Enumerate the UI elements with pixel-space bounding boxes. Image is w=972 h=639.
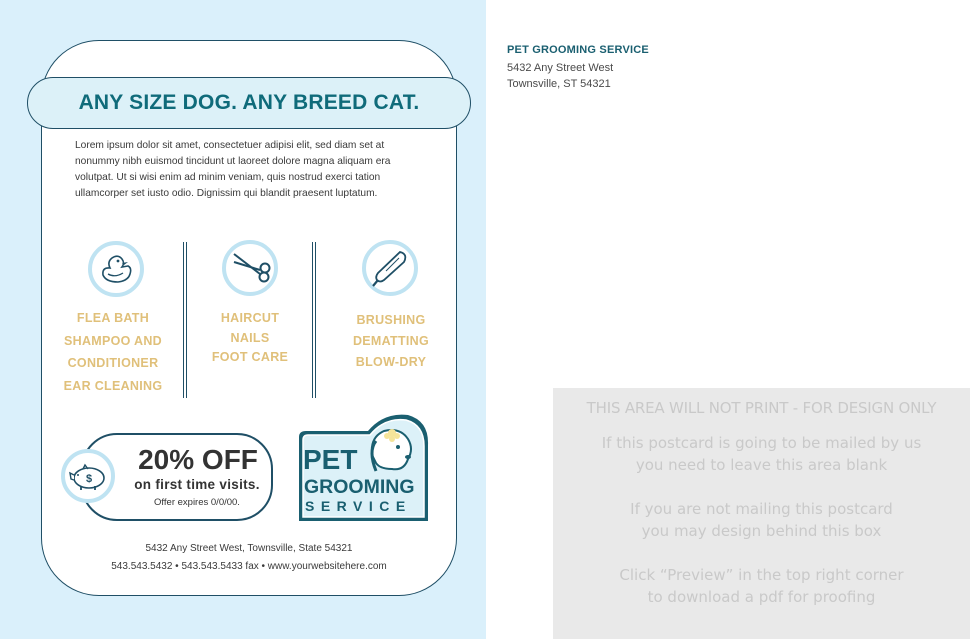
service-item: FOOT CARE — [211, 350, 289, 364]
no-print-text: you need to leave this area blank — [635, 456, 888, 474]
service-item: BLOW-DRY — [355, 355, 427, 369]
service-item: SHAMPOO AND — [64, 333, 162, 348]
no-print-text: If you are not mailing this postcard — [630, 500, 893, 518]
scissors-icon — [222, 240, 278, 296]
headline-text: ANY SIZE DOG. ANY BREED CAT. — [78, 91, 420, 114]
service-list-brushing — [330, 310, 452, 373]
sender-name: PET GROOMING SERVICE — [507, 44, 649, 56]
service-item: BRUSHING — [356, 313, 426, 327]
promo-expiry: Offer expires 0/0/00. — [154, 497, 240, 508]
logo-line-service: SERVICE — [305, 498, 412, 514]
logo-line-pet: PET — [303, 444, 358, 475]
pet-grooming-logo — [296, 411, 430, 523]
divider-line — [312, 242, 316, 398]
sender-city: Townsville, ST 54321 — [507, 78, 611, 90]
intro-paragraph: Lorem ipsum dolor sit amet, consectetuer adipisi elit, sed diam set at nonummy nibh euismod tincidunt ut laoreet dolore magna aliquam era volutpat. Ut si wisi enim ad minim veniam, quis nostrud exerci tation ullamcorper set iusto odio. Dignissim qui blandit praesent luptatum. — [75, 140, 391, 199]
footer-contact: 543.543.5432 • 543.543.5433 fax • www.yourwebsitehere.com — [111, 561, 387, 572]
logo-line-grooming: GROOMING — [304, 476, 415, 498]
no-print-text: Click “Preview” in the top right corner — [619, 566, 904, 584]
service-list-bath — [50, 307, 176, 397]
piggy-bank-icon — [61, 449, 115, 503]
sender-street: 5432 Any Street West — [507, 62, 614, 74]
no-print-zone — [553, 388, 970, 639]
service-item: CONDITIONER — [67, 356, 159, 370]
service-item: HAIRCUT — [220, 311, 280, 325]
headline-banner — [27, 77, 471, 129]
service-item: FLEA BATH — [76, 311, 150, 325]
promo-subtitle: on first time visits. — [134, 477, 260, 492]
footer-address: 5432 Any Street West, Townsville, State 54321 — [145, 543, 353, 554]
rubber-duck-icon — [88, 241, 144, 297]
no-print-title: THIS AREA WILL NOT PRINT - FOR DESIGN ONLY — [586, 399, 937, 417]
svg-text:$: $ — [85, 473, 93, 485]
divider-line — [183, 242, 187, 398]
service-item: NAILS — [230, 330, 270, 345]
no-print-text: you may design behind this box — [641, 522, 882, 540]
promo-discount: 20% OFF — [138, 444, 258, 475]
brush-icon — [362, 240, 418, 296]
service-item: EAR CLEANING — [63, 378, 163, 393]
service-item: DEMATTING — [352, 334, 430, 348]
no-print-text: to download a pdf for proofing — [647, 588, 876, 606]
service-list-haircut — [190, 309, 310, 368]
no-print-text: If this postcard is going to be mailed by us — [601, 434, 922, 452]
